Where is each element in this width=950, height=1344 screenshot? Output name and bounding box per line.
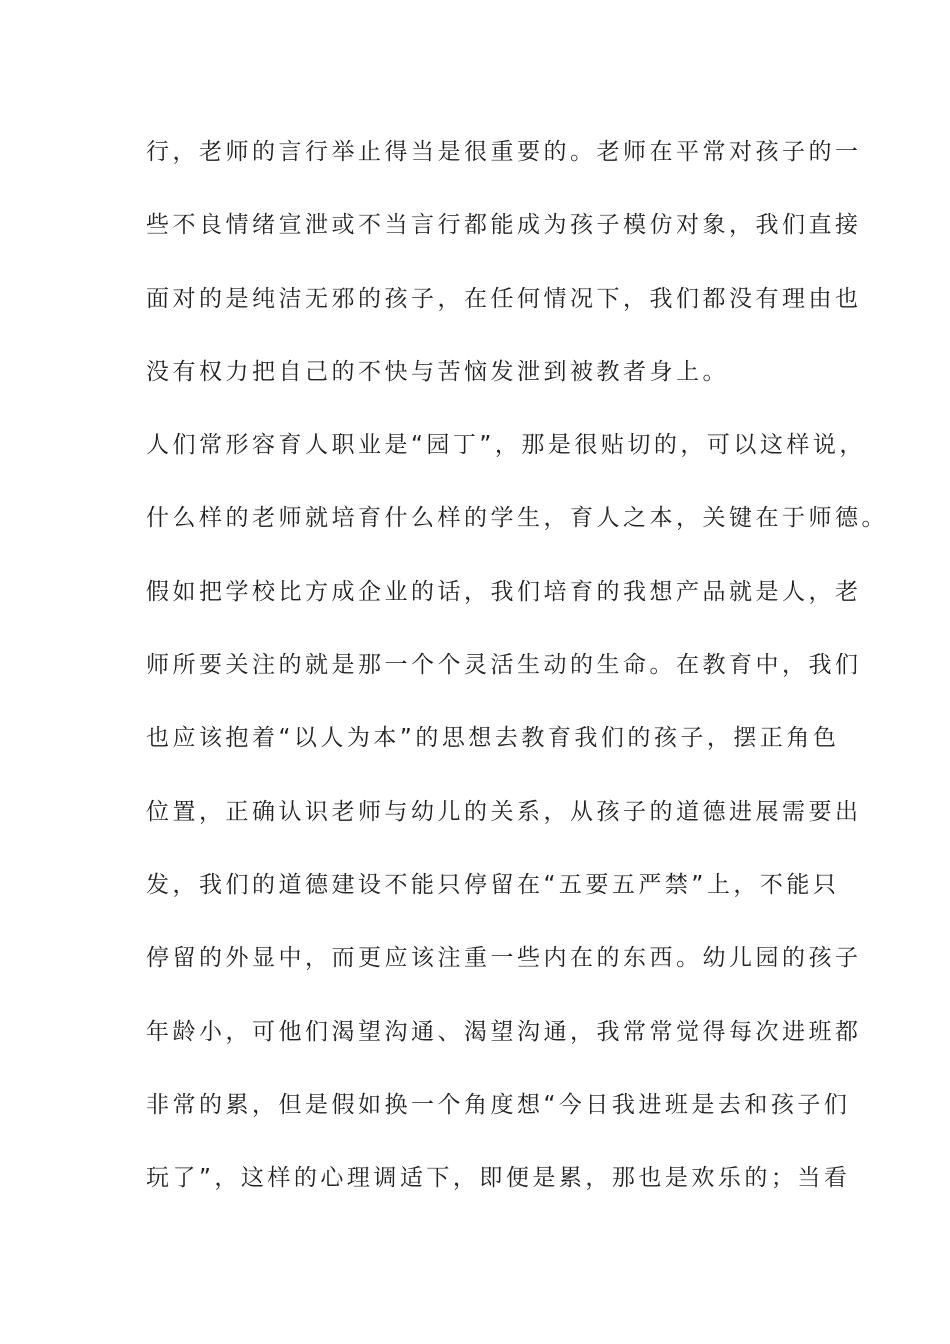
text-line: 年龄小，可他们渴望沟通、渴望沟通，我常常觉得每次进班都 <box>146 1018 862 1045</box>
text-line: 玩了”，这样的心理调适下，即便是累，那也是欢乐的；当看 <box>146 1165 851 1192</box>
text-line: 人们常形容育人职业是“园丁”，那是很贴切的，可以这样说， <box>146 432 866 459</box>
text-line: 面对的是纯洁无邪的孩子，在任何情况下，我们都没有理由也 <box>146 285 862 312</box>
text-line: 些不良情绪宣泄或不当言行都能成为孩子模仿对象，我们直接 <box>146 212 862 239</box>
text-line: 假如把学校比方成企业的话，我们培育的我想产品就是人，老 <box>146 578 862 605</box>
text-line: 位置，正确认识老师与幼儿的关系，从孩子的道德进展需要出 <box>146 798 862 825</box>
text-line: 没有权力把自己的不快与苦恼发泄到被教者身上。 <box>146 358 729 385</box>
text-line: 什么样的老师就培育什么样的学生，育人之本，关键在于师德。 <box>146 505 888 532</box>
body-text <box>146 130 888 1229</box>
text-line: 发，我们的道德建设不能只停留在“五要五严禁”上，不能只 <box>146 871 840 898</box>
text-line: 行，老师的言行举止得当是很重要的。老师在平常对孩子的一 <box>146 139 862 165</box>
text-line: 停留的外显中，而更应该注重一些内在的东西。幼儿园的孩子 <box>146 945 862 972</box>
text-line: 师所要关注的就是那一个个灵活生动的生命。在教育中，我们 <box>146 652 862 679</box>
text-line: 也应该抱着“以人为本”的思想去教育我们的孩子，摆正角色 <box>146 725 840 752</box>
text-line: 非常的累，但是假如换一个角度想“今日我进班是去和孩子们 <box>146 1091 851 1118</box>
